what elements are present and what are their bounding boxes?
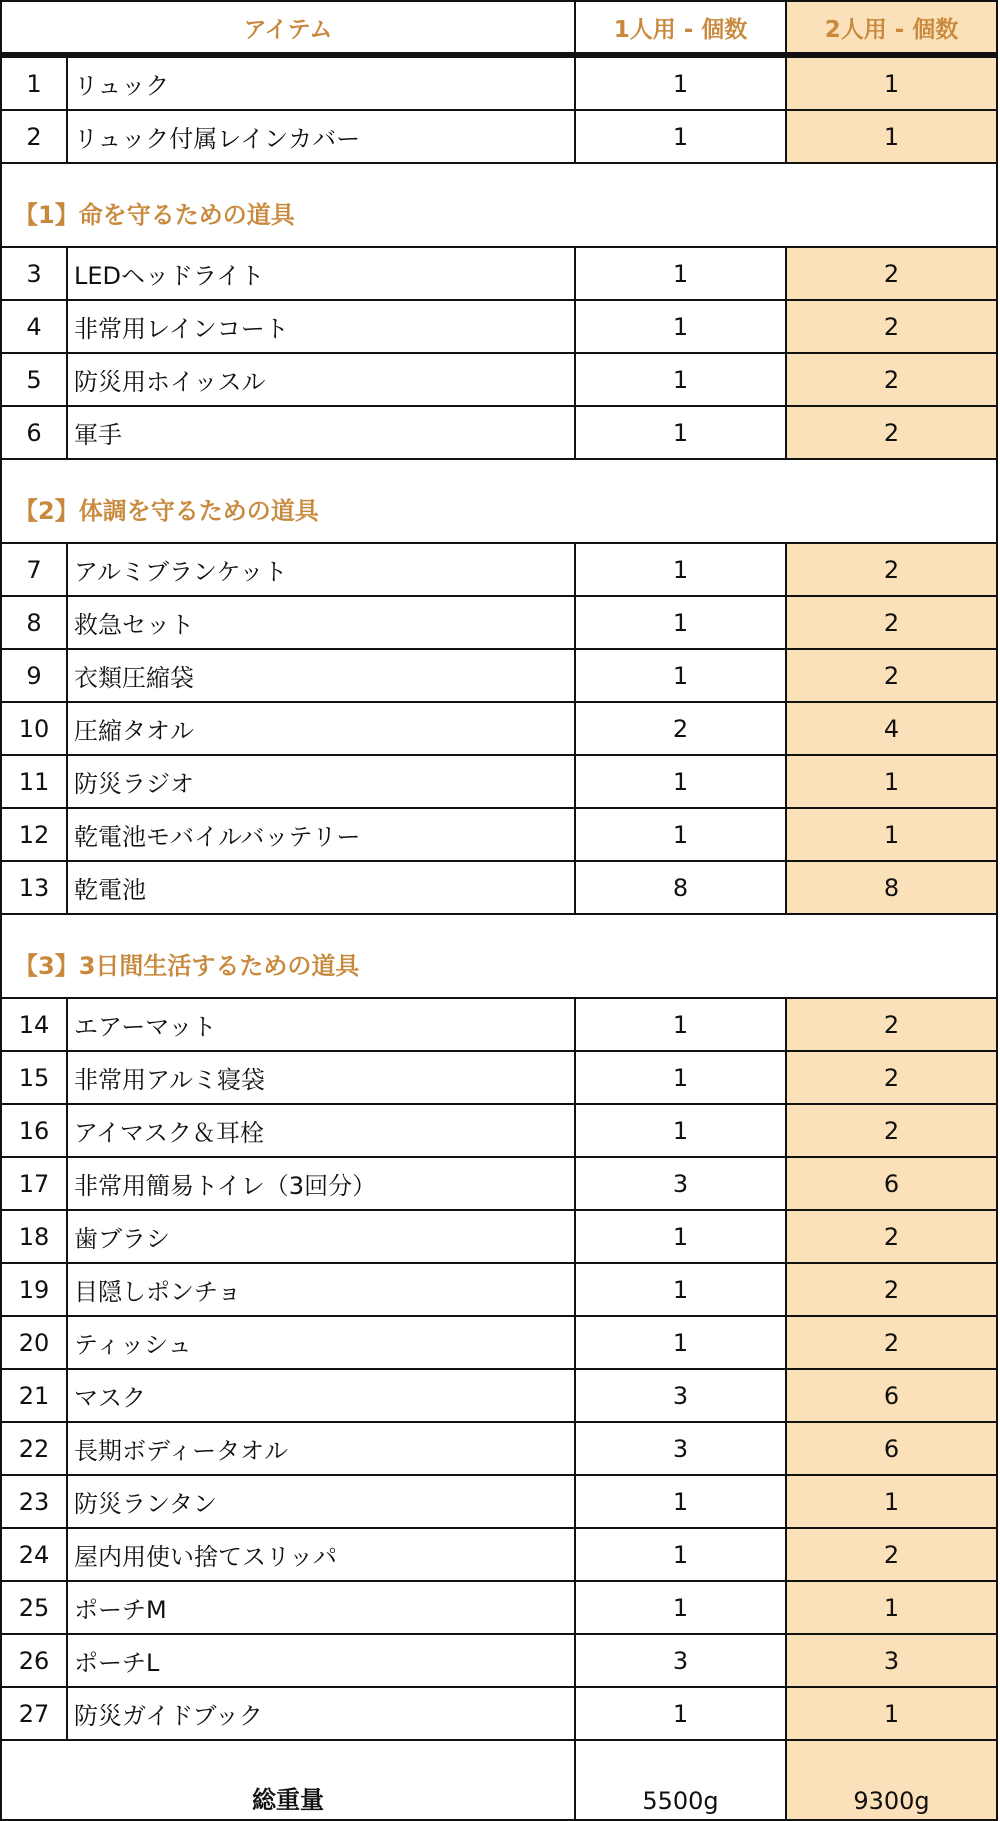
table-row — [1, 353, 997, 406]
item-name: アイマスク＆耳栓 — [67, 1104, 575, 1157]
row-number: 14 — [1, 998, 67, 1051]
qty-two-person: 2 — [786, 1316, 997, 1369]
item-name: 防災ラジオ — [67, 755, 575, 808]
qty-two-person: 1 — [786, 808, 997, 861]
qty-one-person: 1 — [575, 1528, 786, 1581]
item-name: アルミブランケット — [67, 543, 575, 596]
row-number: 8 — [1, 596, 67, 649]
table-footer — [1, 1740, 997, 1820]
qty-one-person: 1 — [575, 1687, 786, 1740]
table-row — [1, 1581, 997, 1634]
row-number: 16 — [1, 1104, 67, 1157]
table-row — [1, 808, 997, 861]
item-name: 歯ブラシ — [67, 1210, 575, 1263]
qty-two-person: 1 — [786, 110, 997, 163]
qty-one-person: 1 — [575, 1316, 786, 1369]
item-name: 防災用ホイッスル — [67, 353, 575, 406]
table-row — [1, 861, 997, 914]
qty-two-person: 3 — [786, 1634, 997, 1687]
row-number: 9 — [1, 649, 67, 702]
table-body — [1, 55, 997, 1740]
header-item: アイテム — [1, 1, 575, 55]
row-number: 5 — [1, 353, 67, 406]
qty-two-person: 6 — [786, 1157, 997, 1210]
qty-one-person: 1 — [575, 596, 786, 649]
qty-two-person: 8 — [786, 861, 997, 914]
qty-one-person: 1 — [575, 300, 786, 353]
row-number: 11 — [1, 755, 67, 808]
header-two-person: 2人用 - 個数 — [786, 1, 997, 55]
qty-two-person: 2 — [786, 596, 997, 649]
item-name: ポーチM — [67, 1581, 575, 1634]
row-number: 19 — [1, 1263, 67, 1316]
table-row — [1, 1316, 997, 1369]
qty-one-person: 1 — [575, 755, 786, 808]
row-number: 6 — [1, 406, 67, 459]
qty-two-person: 2 — [786, 247, 997, 300]
item-name: 防災ランタン — [67, 1475, 575, 1528]
table-row — [1, 1369, 997, 1422]
qty-one-person: 3 — [575, 1422, 786, 1475]
table-row — [1, 1051, 997, 1104]
item-name: 乾電池 — [67, 861, 575, 914]
item-name: リュック — [67, 55, 575, 110]
item-name: 非常用簡易トイレ（3回分） — [67, 1157, 575, 1210]
item-name: 目隠しポンチョ — [67, 1263, 575, 1316]
item-name: ティッシュ — [67, 1316, 575, 1369]
qty-two-person: 1 — [786, 755, 997, 808]
total-row — [1, 1740, 997, 1820]
qty-one-person: 1 — [575, 110, 786, 163]
table-row — [1, 1157, 997, 1210]
table-row — [1, 1210, 997, 1263]
total-one-person: 5500g — [575, 1740, 786, 1820]
item-name: 屋内用使い捨てスリッパ — [67, 1528, 575, 1581]
table-row — [1, 406, 997, 459]
item-name: 非常用レインコート — [67, 300, 575, 353]
row-number: 1 — [1, 55, 67, 110]
qty-one-person: 1 — [575, 1581, 786, 1634]
qty-two-person: 2 — [786, 1104, 997, 1157]
qty-one-person: 1 — [575, 1263, 786, 1316]
item-name: LEDヘッドライト — [67, 247, 575, 300]
row-number: 10 — [1, 702, 67, 755]
item-name: 非常用アルミ寝袋 — [67, 1051, 575, 1104]
section-title: 【1】命を守るための道具 — [1, 163, 997, 247]
item-name: 軍手 — [67, 406, 575, 459]
qty-two-person: 2 — [786, 1263, 997, 1316]
row-number: 22 — [1, 1422, 67, 1475]
row-number: 20 — [1, 1316, 67, 1369]
row-number: 2 — [1, 110, 67, 163]
qty-one-person: 8 — [575, 861, 786, 914]
table-row — [1, 702, 997, 755]
qty-one-person: 1 — [575, 998, 786, 1051]
row-number: 15 — [1, 1051, 67, 1104]
qty-one-person: 1 — [575, 543, 786, 596]
table-row — [1, 543, 997, 596]
table-row — [1, 1528, 997, 1581]
qty-two-person: 4 — [786, 702, 997, 755]
section-row — [1, 914, 997, 998]
row-number: 7 — [1, 543, 67, 596]
qty-one-person: 1 — [575, 406, 786, 459]
table-row — [1, 110, 997, 163]
row-number: 18 — [1, 1210, 67, 1263]
qty-one-person: 2 — [575, 702, 786, 755]
table-row — [1, 998, 997, 1051]
qty-two-person: 2 — [786, 353, 997, 406]
qty-one-person: 1 — [575, 808, 786, 861]
item-name: 救急セット — [67, 596, 575, 649]
row-number: 12 — [1, 808, 67, 861]
qty-two-person: 2 — [786, 543, 997, 596]
table-row — [1, 596, 997, 649]
table-row — [1, 300, 997, 353]
row-number: 17 — [1, 1157, 67, 1210]
row-number: 26 — [1, 1634, 67, 1687]
section-row — [1, 163, 997, 247]
qty-one-person: 3 — [575, 1369, 786, 1422]
qty-two-person: 6 — [786, 1422, 997, 1475]
total-label: 総重量 — [1, 1740, 575, 1820]
qty-two-person: 2 — [786, 1528, 997, 1581]
table-row — [1, 247, 997, 300]
qty-one-person: 3 — [575, 1157, 786, 1210]
row-number: 4 — [1, 300, 67, 353]
row-number: 27 — [1, 1687, 67, 1740]
qty-one-person: 1 — [575, 353, 786, 406]
row-number: 21 — [1, 1369, 67, 1422]
row-number: 24 — [1, 1528, 67, 1581]
qty-two-person: 2 — [786, 998, 997, 1051]
item-name: 長期ボディータオル — [67, 1422, 575, 1475]
qty-one-person: 1 — [575, 247, 786, 300]
qty-two-person: 2 — [786, 406, 997, 459]
qty-one-person: 1 — [575, 55, 786, 110]
qty-two-person: 1 — [786, 55, 997, 110]
row-number: 25 — [1, 1581, 67, 1634]
table-row — [1, 1422, 997, 1475]
item-name: 衣類圧縮袋 — [67, 649, 575, 702]
table-header — [1, 1, 997, 55]
section-title: 【3】3日間生活するための道具 — [1, 914, 997, 998]
qty-one-person: 3 — [575, 1634, 786, 1687]
qty-two-person: 1 — [786, 1475, 997, 1528]
qty-one-person: 1 — [575, 1210, 786, 1263]
qty-one-person: 1 — [575, 649, 786, 702]
section-title: 【2】体調を守るための道具 — [1, 459, 997, 543]
item-name: リュック付属レインカバー — [67, 110, 575, 163]
table-row — [1, 1475, 997, 1528]
section-row — [1, 459, 997, 543]
table-row — [1, 1687, 997, 1740]
qty-two-person: 6 — [786, 1369, 997, 1422]
qty-two-person: 2 — [786, 300, 997, 353]
item-name: 防災ガイドブック — [67, 1687, 575, 1740]
table-row — [1, 1104, 997, 1157]
item-name: 圧縮タオル — [67, 702, 575, 755]
qty-two-person: 1 — [786, 1581, 997, 1634]
item-name: ポーチL — [67, 1634, 575, 1687]
table-row — [1, 649, 997, 702]
table-row — [1, 1263, 997, 1316]
table-row — [1, 1634, 997, 1687]
qty-two-person: 2 — [786, 1051, 997, 1104]
qty-two-person: 2 — [786, 1210, 997, 1263]
row-number: 13 — [1, 861, 67, 914]
qty-one-person: 1 — [575, 1475, 786, 1528]
qty-one-person: 1 — [575, 1104, 786, 1157]
row-number: 3 — [1, 247, 67, 300]
qty-one-person: 1 — [575, 1051, 786, 1104]
qty-two-person: 2 — [786, 649, 997, 702]
table-row — [1, 755, 997, 808]
table-row — [1, 55, 997, 110]
header-one-person: 1人用 - 個数 — [575, 1, 786, 55]
total-two-person: 9300g — [786, 1740, 997, 1820]
item-name: 乾電池モバイルバッテリー — [67, 808, 575, 861]
item-name: エアーマット — [67, 998, 575, 1051]
item-name: マスク — [67, 1369, 575, 1422]
qty-two-person: 1 — [786, 1687, 997, 1740]
row-number: 23 — [1, 1475, 67, 1528]
